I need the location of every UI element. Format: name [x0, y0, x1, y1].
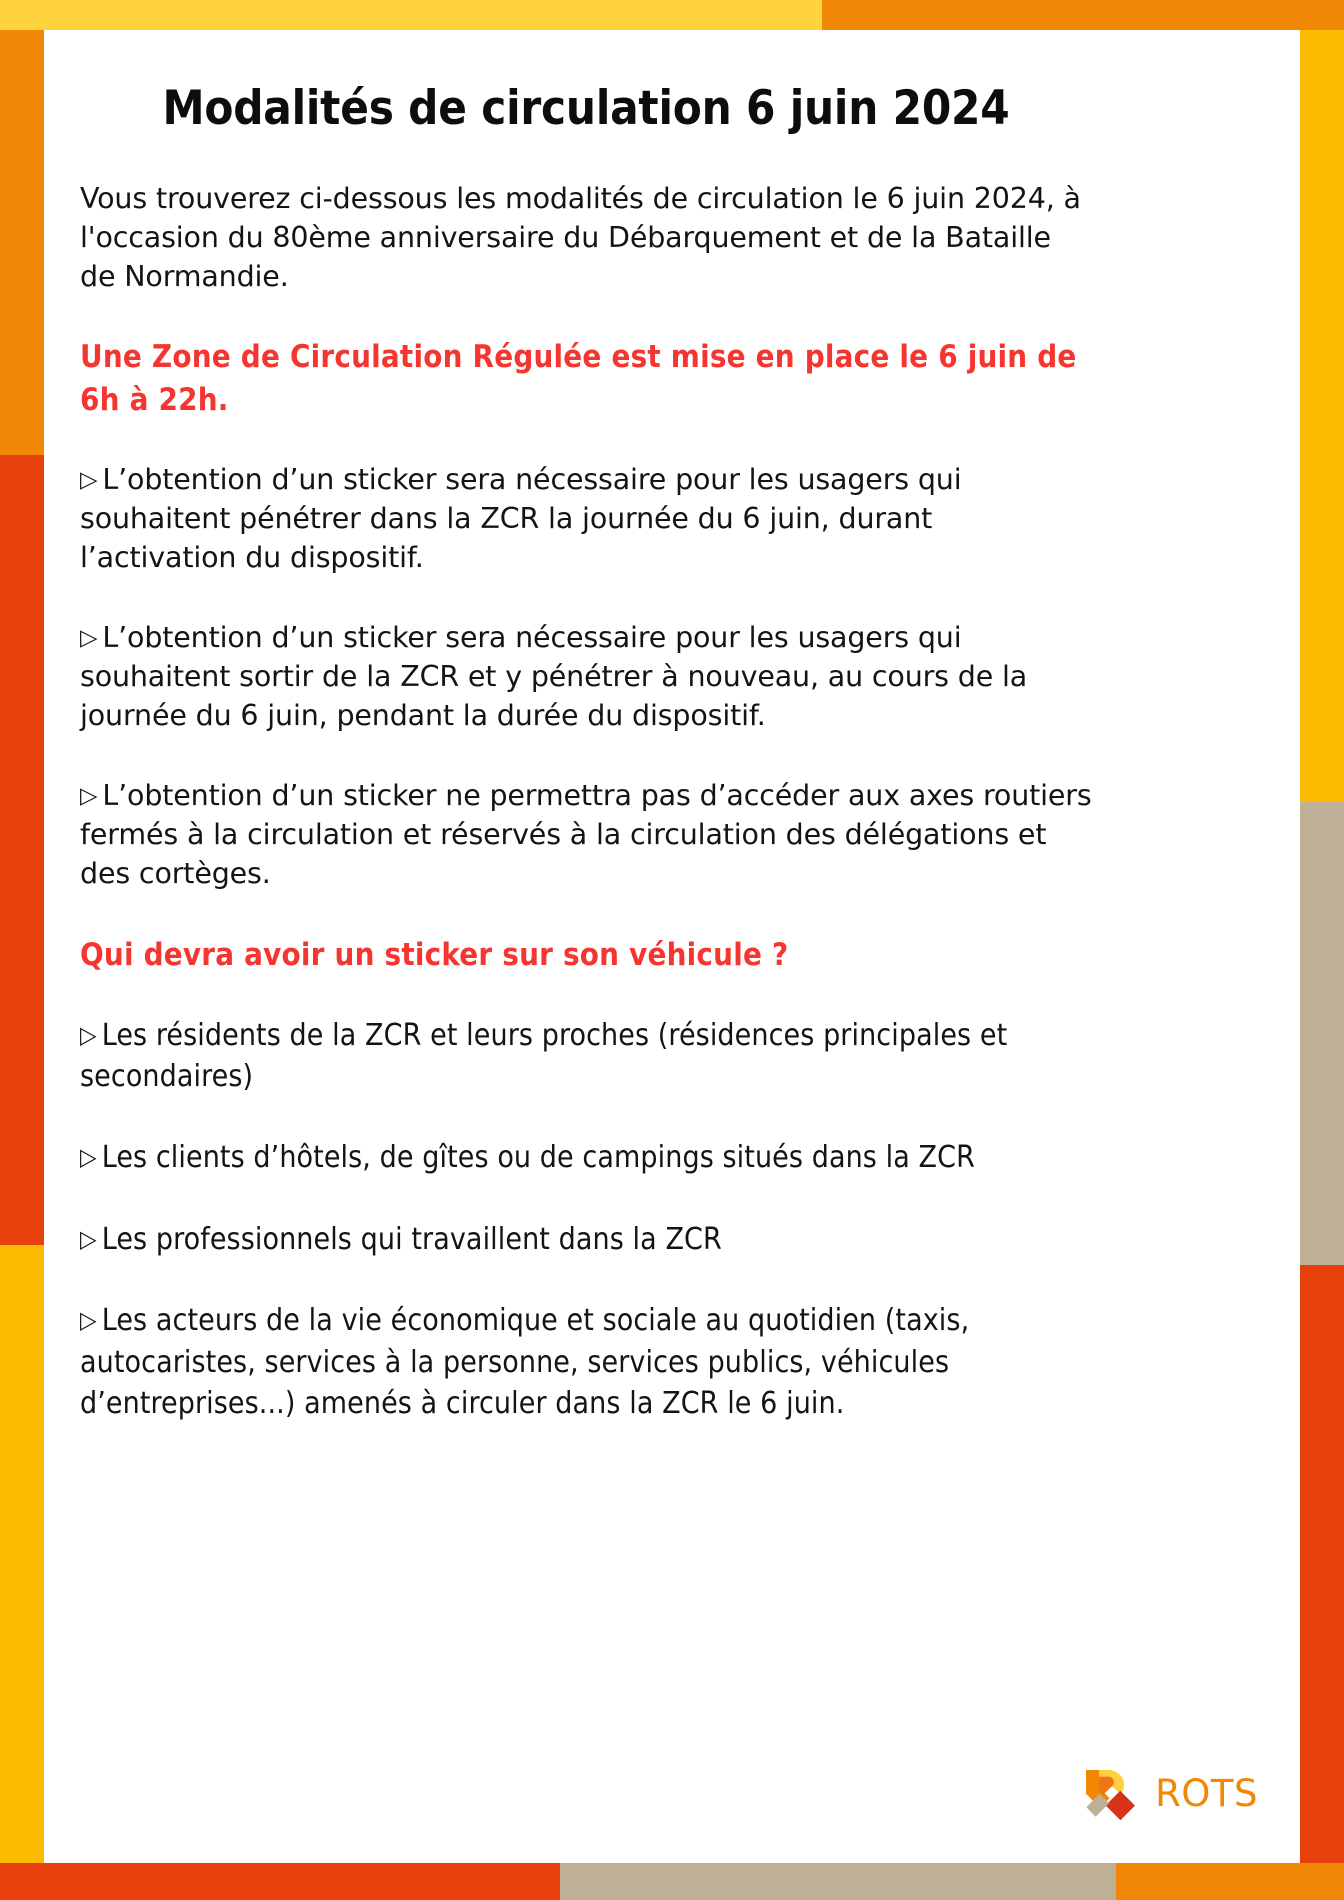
border-band-right-gold — [1300, 30, 1344, 802]
section-heading-who: Qui devra avoir un sticker sur son véhicule ? — [80, 936, 789, 973]
border-band-left-orange — [0, 30, 44, 455]
triangle-bullet-icon: ▷ — [80, 1306, 97, 1335]
rots-logo-mark-icon — [1079, 1761, 1143, 1825]
triangle-bullet-icon: ▷ — [80, 624, 98, 651]
border-band-right-red — [1300, 1265, 1344, 1863]
list-item-text: Les résidents de la ZCR et leurs proches (résidences principales et secondaires) — [80, 1017, 1008, 1094]
list-item — [80, 1015, 1092, 1098]
border-band-bottom-red — [0, 1863, 560, 1900]
list-item-text: L’obtention d’un sticker ne permettra pas d’accéder aux axes routiers fermés à la circulation et réservés à la circulation des délégations et des cortèges. — [80, 778, 1092, 891]
intro-paragraph: Vous trouverez ci-dessous les modalités de circulation le 6 juin 2024, à l'occasion du 80ème anniversaire du Débarquement et de la Bataille de Normandie. — [80, 182, 1081, 293]
list-item — [80, 1219, 1092, 1260]
border-band-top-right — [822, 0, 1344, 30]
page-title: Modalités de circulation 6 juin 2024 — [162, 81, 1010, 136]
border-band-bottom-orange — [1116, 1863, 1344, 1900]
list-item — [80, 1300, 1092, 1424]
rots-logo — [1079, 1761, 1258, 1825]
triangle-bullet-icon: ▷ — [80, 1020, 97, 1049]
list-item — [80, 1137, 1092, 1178]
border-band-bottom-beige — [560, 1863, 1116, 1900]
list-item — [80, 618, 1092, 736]
document-body — [80, 82, 1092, 1464]
triangle-bullet-icon: ▷ — [80, 466, 98, 493]
triangle-bullet-icon: ▷ — [80, 782, 98, 809]
list-item-text: L’obtention d’un sticker sera nécessaire pour les usagers qui souhaitent sortir de la ZCR et y pénétrer à nouveau, au cours de la journée du 6 juin, pendant la durée du dispositif. — [80, 620, 1028, 733]
list-item — [80, 776, 1092, 894]
border-band-left-gold — [0, 1245, 44, 1863]
section-heading-zcr: Une Zone de Circulation Régulée est mise en place le 6 juin de 6h à 22h. — [80, 339, 1077, 419]
border-band-right-beige — [1300, 802, 1344, 1265]
list-item-text: L’obtention d’un sticker sera nécessaire pour les usagers qui souhaitent pénétrer dans la ZCR la journée du 6 juin, durant l’activation du dispositif. — [80, 462, 962, 575]
triangle-bullet-icon: ▷ — [80, 1143, 97, 1172]
list-item-text: Les clients d’hôtels, de gîtes ou de campings situés dans la ZCR — [101, 1140, 975, 1176]
content-sheet — [44, 30, 1300, 1863]
triangle-bullet-icon: ▷ — [80, 1224, 97, 1253]
list-item — [80, 460, 1092, 578]
list-item-text: Les acteurs de la vie économique et sociale au quotidien (taxis, autocaristes, services à la personne, services publics, véhicules d’entreprises...) amenés à circuler dans la ZCR le 6 juin. — [80, 1303, 970, 1421]
border-band-left-red — [0, 455, 44, 1245]
border-band-top-left — [0, 0, 822, 30]
list-item-text: Les professionnels qui travaillent dans la ZCR — [101, 1221, 722, 1257]
rots-wordmark: ROTS — [1155, 1771, 1258, 1815]
